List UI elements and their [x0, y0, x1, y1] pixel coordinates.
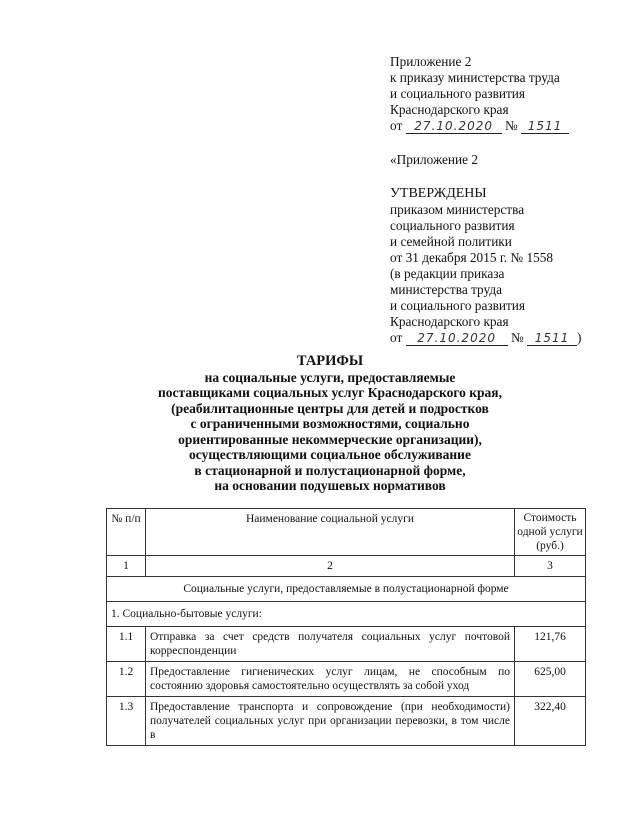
- edition-line-2: министерства труда: [390, 282, 502, 297]
- header-name: Наименование социальной услуги: [146, 509, 515, 556]
- edition-handwritten-number: 1511: [527, 331, 577, 346]
- order-ref-line-1: к приказу министерства труда: [390, 70, 560, 85]
- date-prefix: от: [390, 118, 403, 133]
- row-service-name: Предоставление транспорта и сопровождение (при необходимости) получателей социальных услуг при организации перевозки, в том числе в: [146, 697, 515, 746]
- row-price: 625,00: [515, 662, 586, 697]
- edition-number-prefix: №: [510, 330, 524, 345]
- col-number-1: 1: [107, 556, 146, 577]
- row-num: 1.1: [107, 627, 146, 662]
- header-num: № п/п: [107, 509, 146, 556]
- edition-date-prefix: от: [390, 330, 403, 345]
- approved-date-line: от 31 декабря 2015 г. № 1558: [390, 250, 554, 265]
- column-number-row: [107, 556, 586, 577]
- col-number-2: 2: [146, 556, 515, 577]
- number-prefix: №: [504, 118, 518, 133]
- row-price: 121,76: [515, 627, 586, 662]
- edition-handwritten-date: 27.10.2020: [406, 331, 508, 346]
- header-cost: Стоимость одной услуги (руб.): [515, 509, 586, 556]
- title-line-7: в стационарной и полустационарной форме,: [194, 462, 466, 478]
- approved-by-line-3: и семейной политики: [390, 234, 512, 249]
- subsection-title: 1. Социально-бытовые услуги:: [107, 602, 586, 627]
- row-price: 322,40: [515, 697, 586, 746]
- approved-by-line-1: приказом министерства: [390, 202, 525, 217]
- edition-close-paren: ): [576, 330, 582, 345]
- row-num: 1.3: [107, 697, 146, 746]
- order-ref-line-3: Краснодарского края: [390, 102, 509, 117]
- col-number-3: 3: [515, 556, 586, 577]
- title-heading: ТАРИФЫ: [296, 353, 364, 369]
- table-row: [107, 662, 586, 697]
- tariffs-table: [106, 508, 586, 746]
- row-service-name: Предоставление гигиенических услуг лицам, не способным по состоянию здоровья самостоятельно осуществлять за собой уход: [146, 662, 515, 697]
- section-row: [107, 577, 586, 602]
- title-line-3: (реабилитационные центры для детей и подростков: [171, 400, 489, 416]
- subsection-row: [107, 602, 586, 627]
- title-line-2: поставщиками социальных услуг Краснодарского края,: [158, 385, 502, 400]
- handwritten-date: 27.10.2020: [406, 119, 502, 134]
- attachment-label: Приложение 2: [390, 54, 472, 69]
- edition-date-line: [390, 330, 630, 346]
- edition-line-1: (в редакции приказа: [390, 266, 505, 281]
- row-service-name: Отправка за счет средств получателя социальных услуг почтовой корреспонденции: [146, 627, 515, 662]
- handwritten-number: 1511: [521, 119, 569, 134]
- table-row: [107, 697, 586, 746]
- title-line-8: на основании подушевых нормативов: [214, 478, 446, 493]
- title-line-4: с ограниченными возможностями, социально: [190, 416, 470, 431]
- approval-block: [390, 54, 630, 346]
- edition-line-3: и социального развития: [390, 298, 526, 313]
- title-line-5: ориентированные некоммерческие организации),: [178, 431, 482, 447]
- order-ref-line-2: и социального развития: [390, 86, 526, 101]
- title-line-6: осуществляющими социальное обслуживание: [189, 447, 471, 462]
- row-num: 1.2: [107, 662, 146, 697]
- approved-heading: УТВЕРЖДЕНЫ: [390, 186, 487, 201]
- edition-line-4: Краснодарского края: [390, 314, 509, 329]
- section-title: Социальные услуги, предоставляемые в полустационарной форме: [107, 577, 586, 602]
- quoted-attachment-label: «Приложение 2: [390, 152, 478, 167]
- table-header-row: [107, 509, 586, 556]
- document-title: [90, 354, 570, 494]
- title-line-1: на социальные услуги, предоставляемые: [204, 369, 456, 385]
- table-row: [107, 627, 586, 662]
- order-date-line: [390, 118, 630, 134]
- approved-by-line-2: социального развития: [390, 218, 515, 233]
